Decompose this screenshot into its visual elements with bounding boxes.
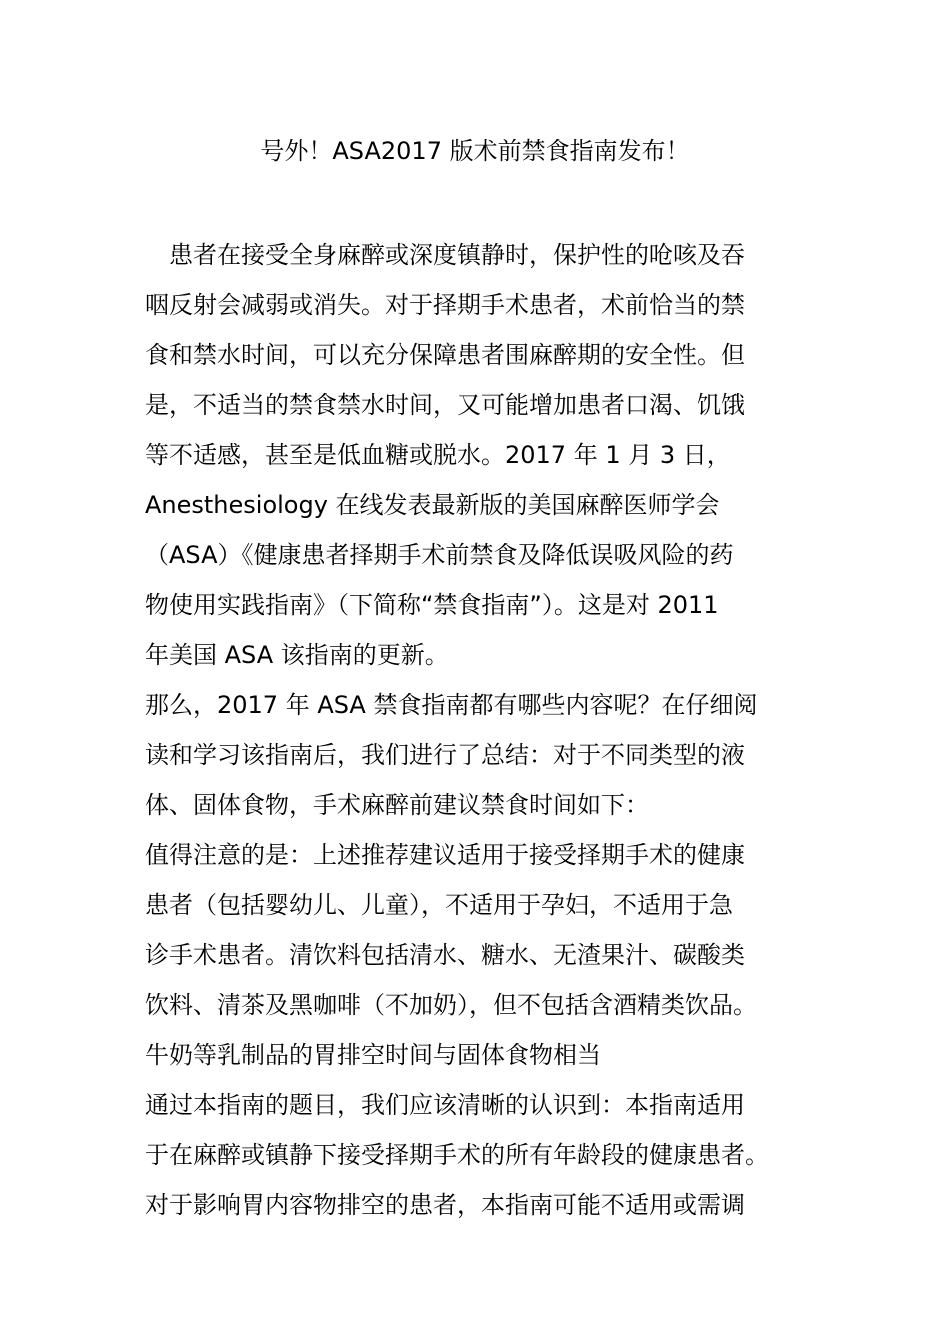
body-line: 食和禁水时间，可以充分保障患者围麻醉期的安全性。但 [145,341,745,369]
body-line: 读和学习该指南后，我们进行了总结：对于不同类型的液 [145,741,745,769]
body-line: 饮料、清茶及黑咖啡（不加奶），但不包括含酒精类饮品。 [145,991,757,1019]
body-line: 患者在接受全身麻醉或深度镇静时，保护性的呛咳及吞 [145,241,745,269]
body-line: 于在麻醉或镇静下接受择期手术的所有年龄段的健康患者。 [145,1141,769,1169]
body-line: 值得注意的是：上述推荐建议适用于接受择期手术的健康 [145,841,745,869]
document-title: 号外！ASA2017 版术前禁食指南发布！ [260,137,690,165]
body-line: （ASA）《健康患者择期手术前禁食及降低误吸风险的药 [145,541,734,569]
body-line: 通过本指南的题目，我们应该清晰的认识到：本指南适用 [145,1091,745,1119]
body-line: 患者（包括婴幼儿、儿童），不适用于孕妇，不适用于急 [145,891,733,919]
body-line: 诊手术患者。清饮料包括清水、糖水、无渣果汁、碳酸类 [145,941,745,969]
body-line: Anesthesiology 在线发表最新版的美国麻醉医师学会 [145,491,720,519]
body-line: 牛奶等乳制品的胃排空时间与固体食物相当 [145,1041,601,1069]
body-line: 咽反射会减弱或消失。对于择期手术患者，术前恰当的禁 [145,291,745,319]
body-line: 年美国 ASA 该指南的更新。 [145,641,449,669]
body-line: 那么，2017 年 ASA 禁食指南都有哪些内容呢？在仔细阅 [145,691,758,719]
document-body [145,230,825,1230]
body-line: 是，不适当的禁食禁水时间，又可能增加患者口渴、饥饿 [145,391,745,419]
body-line: 体、固体食物，手术麻醉前建议禁食时间如下： [145,791,649,819]
body-line: 等不适感，甚至是低血糖或脱水。2017 年 1 月 3 日， [145,441,731,469]
body-line: 物使用实践指南》（下简称“禁食指南”）。这是对 2011 [145,591,719,619]
body-line: 对于影响胃内容物排空的患者，本指南可能不适用或需调 [145,1191,745,1219]
